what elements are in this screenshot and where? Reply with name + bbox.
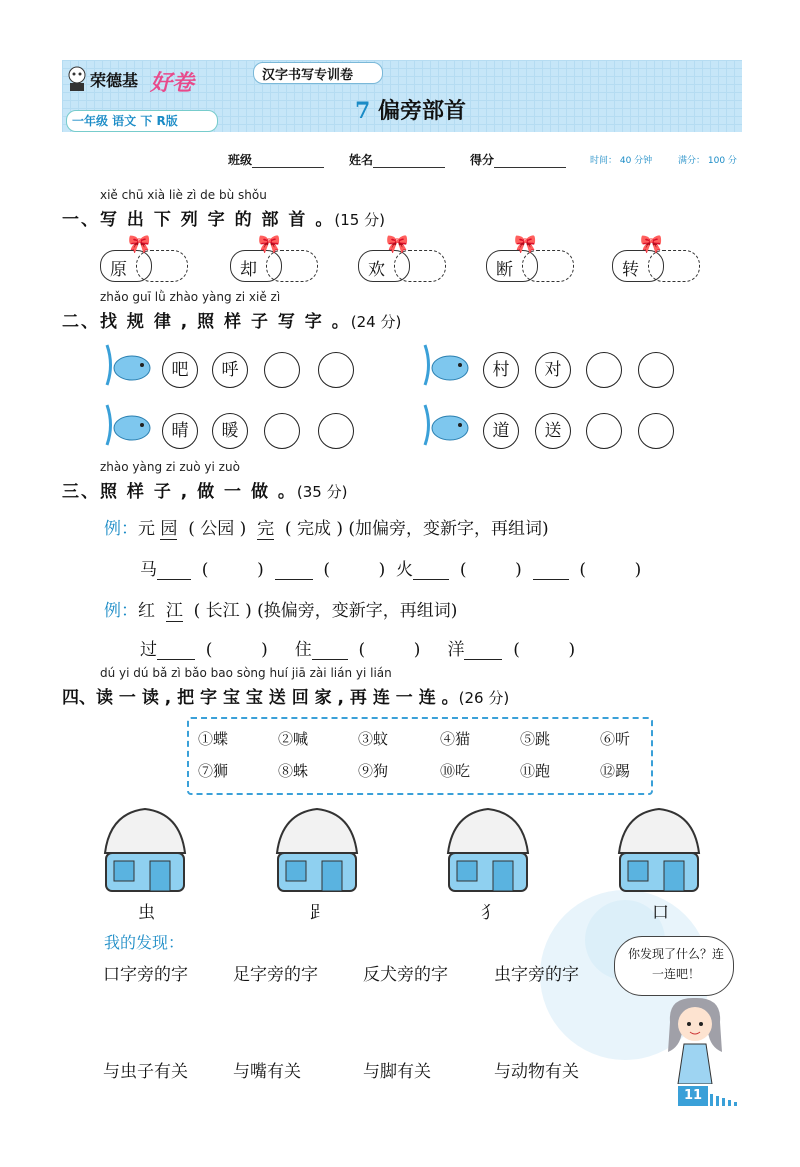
discovery-label: 我的发现：: [104, 933, 185, 952]
page-number: 11: [678, 1086, 708, 1106]
circle-char: 晴: [162, 413, 198, 449]
speech-bubble-text: 你发现了什么？连一连吧！: [627, 947, 724, 981]
circle-char: 村: [483, 352, 519, 388]
house-label: 犭: [481, 903, 498, 923]
radical-phrase[interactable]: 虫字旁的字: [494, 965, 579, 985]
radical-phrase[interactable]: 口字旁的字: [103, 965, 188, 985]
box-char: ⑥听: [600, 730, 631, 748]
character-box: [187, 717, 653, 795]
radical-phrase[interactable]: 反犬旁的字: [363, 965, 448, 985]
circle-answer[interactable]: [638, 413, 674, 449]
title-text: 偏旁部首: [377, 98, 466, 124]
circle-answer[interactable]: [264, 413, 300, 449]
radical-box-2[interactable]: 🎀 却: [230, 250, 316, 280]
radical-box-1[interactable]: 🎀 原: [100, 250, 186, 280]
house-label: 𧾷: [310, 903, 327, 923]
circle-char: 暖: [212, 413, 248, 449]
example-1: 例：元 园 ( 公园 ) 完 ( 完成 ) (加偏旁，变新字，再组词): [104, 519, 549, 539]
part2-score: (24 分): [350, 313, 402, 331]
fish-icon: [102, 400, 152, 450]
house-icon: [100, 805, 190, 897]
radical-box-4[interactable]: 🎀 断: [486, 250, 572, 280]
box-char: ⑪跑: [520, 762, 551, 780]
bow-icon: 🎀: [386, 234, 409, 255]
part4-score: (26 分): [458, 689, 510, 707]
box-char: ⑧蛛: [278, 762, 309, 780]
box-char: ①蝶: [198, 730, 229, 748]
part3-heading: 三、照 样 子 , 做 一 做 。(35 分): [62, 482, 348, 502]
box-char: ④猫: [440, 730, 471, 748]
house-icon: [272, 805, 362, 897]
part1-pinyin: xiě chū xià liè zì de bù shǒu: [100, 188, 267, 202]
grade-label: 一年级 语文 下 R版: [72, 114, 178, 128]
house-label: 口: [652, 903, 669, 923]
page-title: [355, 94, 466, 125]
house-icon: [614, 805, 704, 897]
example-2: 例：红 江 ( 长江 ) (换偏旁，变新字，再组词): [104, 601, 458, 621]
house-icon: [443, 805, 533, 897]
meaning-phrase[interactable]: 与嘴有关: [233, 1062, 301, 1082]
part1-heading: 一、写 出 下 列 字 的 部 首 。(15 分): [62, 210, 385, 230]
full-score: 满分： 100 分: [678, 156, 737, 166]
box-char: ⑤跳: [520, 730, 551, 748]
radical-box-5[interactable]: 🎀 转: [612, 250, 698, 280]
bow-icon: 🎀: [258, 234, 281, 255]
radical-phrase[interactable]: 足字旁的字: [233, 965, 318, 985]
exercise-row-2[interactable]: 过 ( ) 住 ( ) 洋 ( ): [140, 640, 576, 660]
part4-pinyin: dú yi dú bǎ zì bǎo bao sòng huí jiā zài lián yi lián: [100, 666, 392, 680]
part1-score: (15 分): [334, 211, 385, 229]
bow-icon: 🎀: [514, 234, 537, 255]
series-title: 汉字书写专训卷: [262, 68, 354, 83]
circle-char: 呼: [212, 352, 248, 388]
circle-answer[interactable]: [586, 413, 622, 449]
part2-pinyin: zhǎo guī lǜ zhào yàng zi xiě zì: [100, 290, 281, 304]
meaning-phrase[interactable]: 与虫子有关: [103, 1062, 188, 1082]
time-limit: 时间： 40 分钟: [590, 156, 653, 166]
circle-answer[interactable]: [318, 352, 354, 388]
meaning-phrase[interactable]: 与动物有关: [494, 1062, 579, 1082]
part3-pinyin: zhào yàng zi zuò yi zuò: [100, 460, 240, 474]
bow-icon: 🎀: [128, 234, 151, 255]
house-label: 虫: [138, 903, 155, 923]
meaning-phrase[interactable]: 与脚有关: [363, 1062, 431, 1082]
brand-mascot-icon: [66, 66, 88, 92]
part2-heading: 二、找 规 律 , 照 样 子 写 字 。(24 分): [62, 312, 402, 332]
circle-char: 吧: [162, 352, 198, 388]
name-field[interactable]: 姓名: [349, 151, 445, 168]
girl-illustration-icon: [660, 992, 730, 1084]
brand-logo: 好卷: [150, 71, 195, 96]
circle-answer[interactable]: [264, 352, 300, 388]
title-number: 7: [355, 98, 371, 124]
fish-icon: [420, 400, 470, 450]
circle-answer[interactable]: [638, 352, 674, 388]
box-char: ⑨狗: [358, 762, 389, 780]
circle-char: 送: [535, 413, 571, 449]
circle-answer[interactable]: [318, 413, 354, 449]
class-field[interactable]: 班级: [228, 151, 324, 168]
fish-icon: [420, 340, 470, 390]
box-char: ②喊: [278, 730, 309, 748]
brand-name: 荣德基: [90, 71, 139, 90]
page-bars-icon: [710, 1090, 740, 1106]
circle-answer[interactable]: [586, 352, 622, 388]
box-char: ⑦狮: [198, 762, 229, 780]
circle-char: 道: [483, 413, 519, 449]
score-field[interactable]: 得分: [470, 151, 566, 168]
part4-heading: 四、读 一 读 , 把 字 宝 宝 送 回 家 , 再 连 一 连 。(26 分): [62, 688, 510, 708]
box-char: ⑩吃: [440, 762, 471, 780]
box-char: ⑫踢: [600, 762, 631, 780]
box-char: ③蚊: [358, 730, 389, 748]
part3-score: (35 分): [296, 483, 348, 501]
radical-box-3[interactable]: 🎀 欢: [358, 250, 444, 280]
fish-icon: [102, 340, 152, 390]
circle-char: 对: [535, 352, 571, 388]
bow-icon: 🎀: [640, 234, 663, 255]
exercise-row-1[interactable]: 马 ( ) ( ) 火 ( ) ( ): [140, 560, 642, 580]
